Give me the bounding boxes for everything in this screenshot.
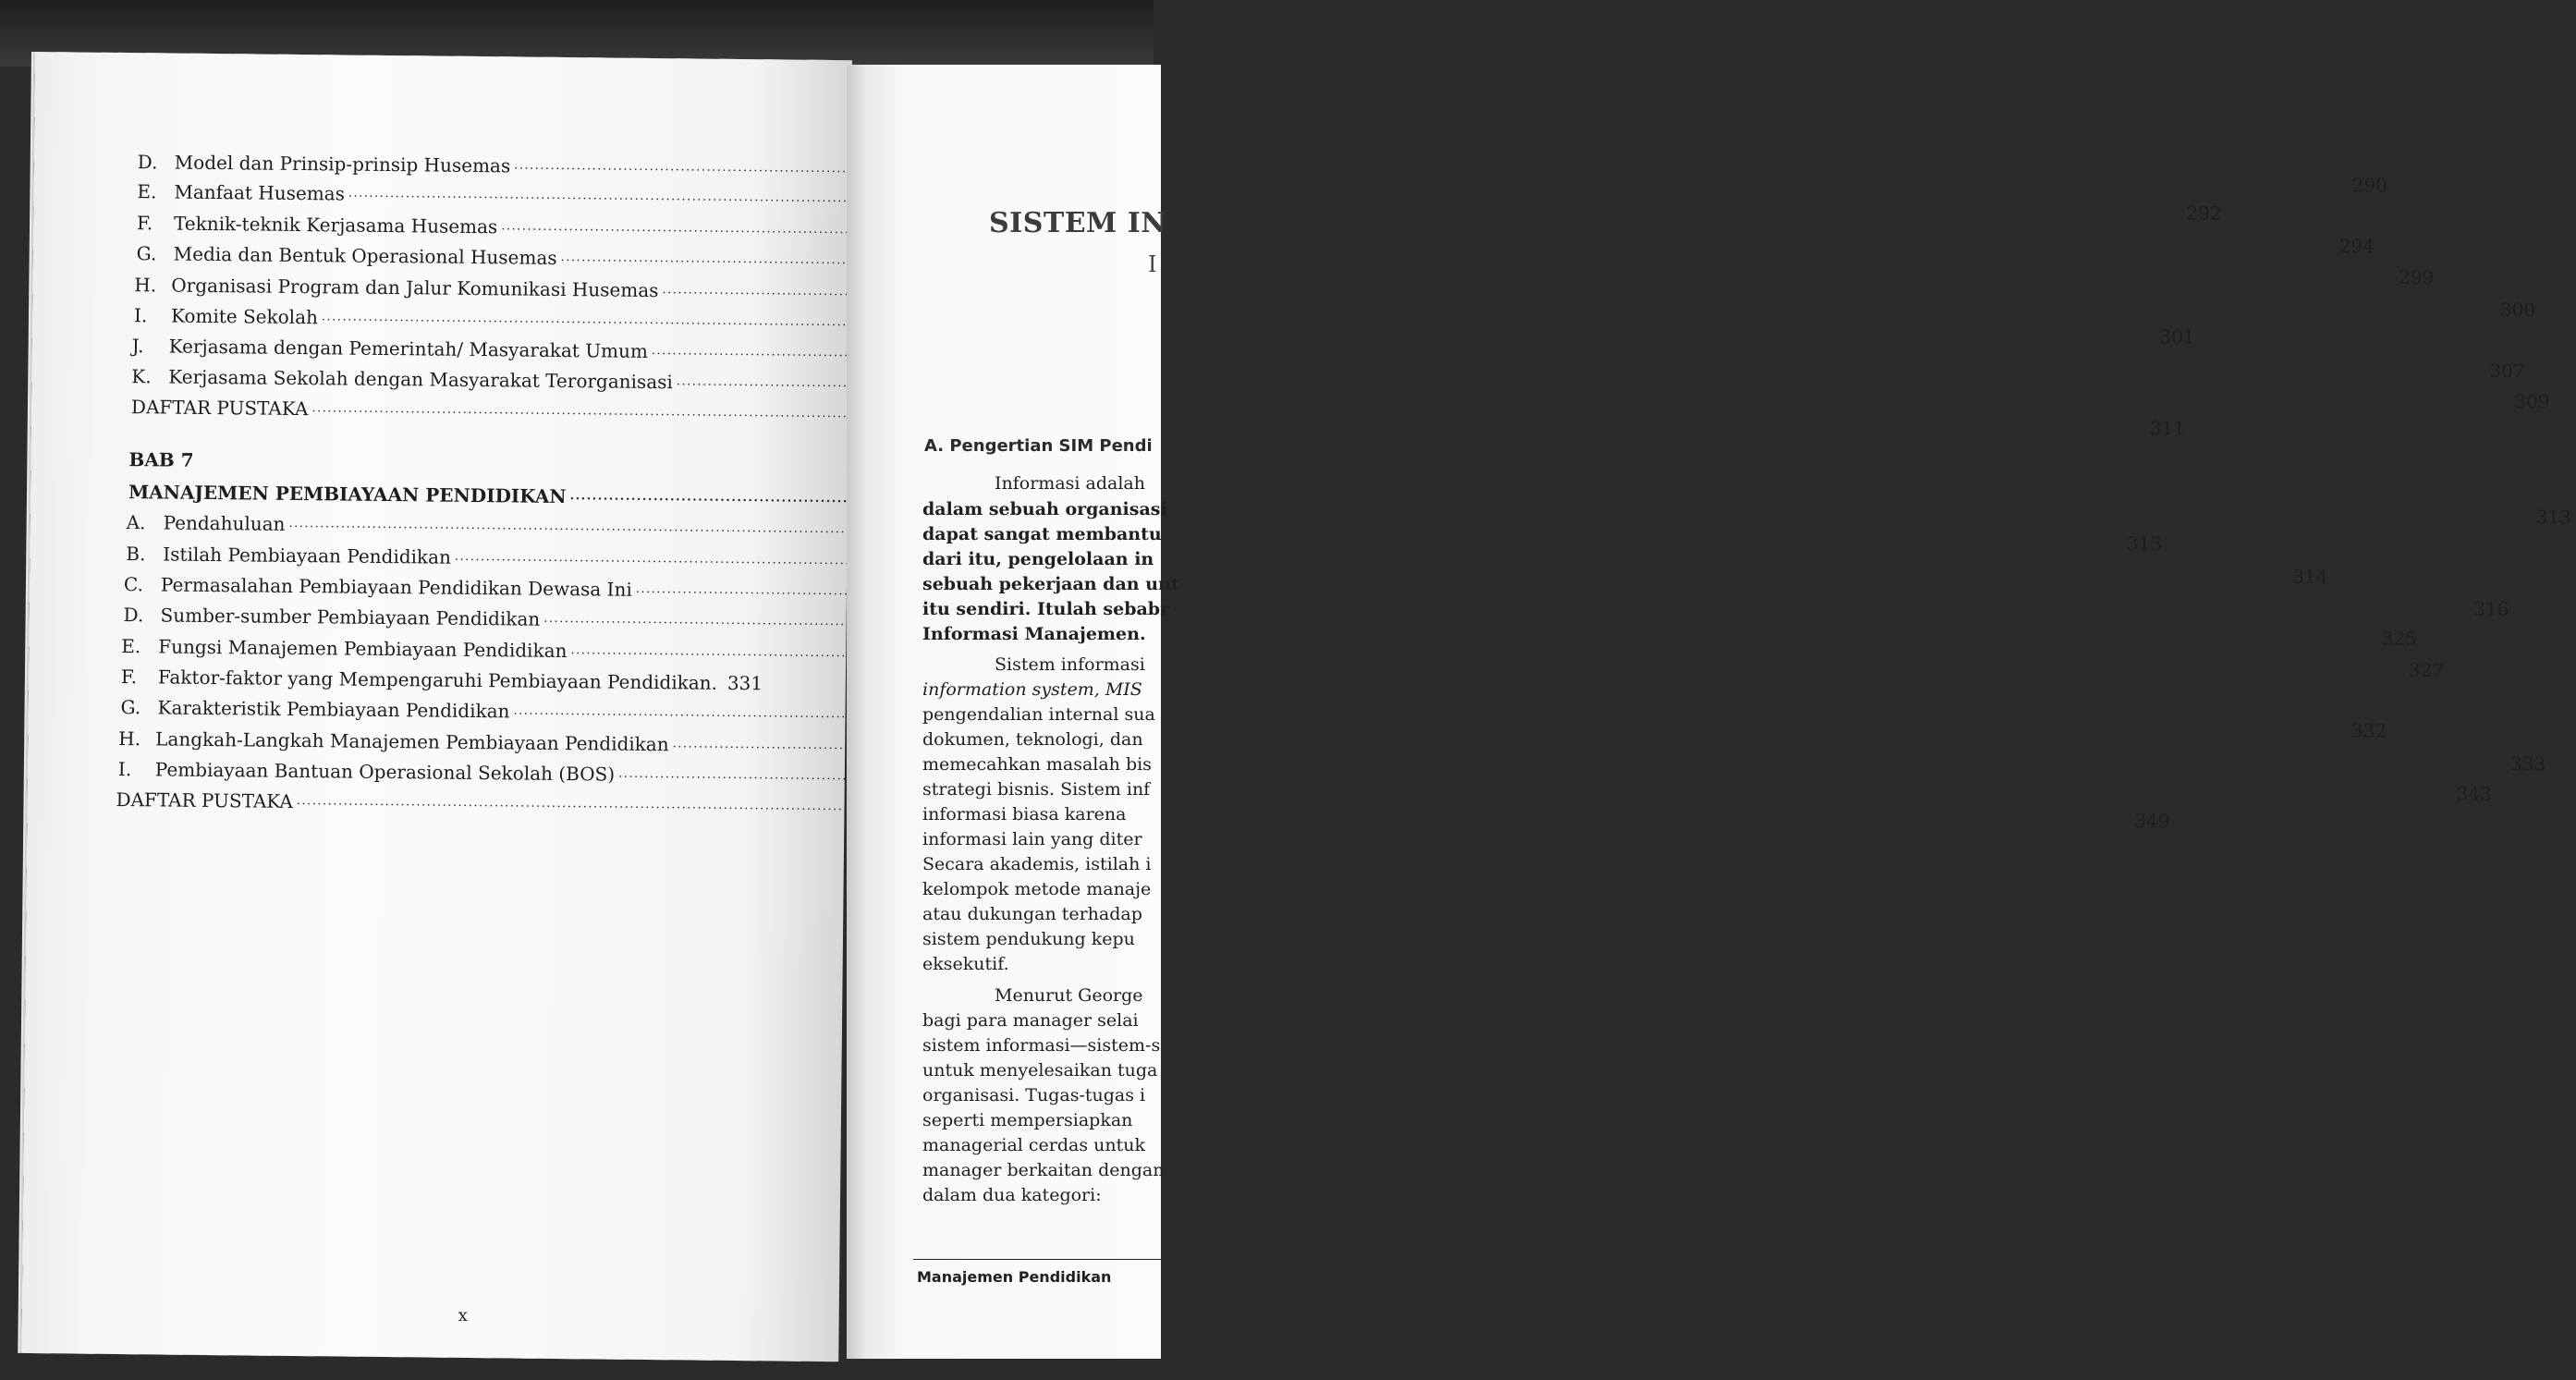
chapter-title: SISTEM IN — [989, 207, 1167, 239]
body-text-line: dapat sangat membantu — [922, 524, 1162, 544]
toc-entry-title: Sumber-sumber Pembiayaan Pendidikan — [160, 604, 541, 630]
body-text-line: dokumen, teknologi, dan — [922, 729, 1143, 750]
toc-entry-page: 309 — [2514, 390, 2550, 413]
toc-entry-page: 316 — [2473, 597, 2509, 621]
toc-entry-page: 327 — [2408, 658, 2445, 682]
body-text-line: organisasi. Tugas-tugas i — [922, 1085, 1146, 1105]
dot-leader — [311, 401, 2144, 434]
toc-entry-page: 292 — [2186, 202, 2222, 225]
toc-entry-page: 314 — [2292, 565, 2328, 589]
body-text-line: Informasi Manajemen. — [922, 624, 1146, 644]
toc-entry-page: 294 — [2338, 235, 2375, 258]
toc-entry-letter: B. — [126, 543, 146, 566]
toc-entry-letter: K. — [131, 365, 152, 388]
toc-entry-title: MANAJEMEN PEMBIAYAAN PENDIDIKAN — [128, 481, 567, 508]
toc-entry-title: Pendahuluan — [163, 511, 286, 535]
toc-entry-title: DAFTAR PUSTAKA — [116, 788, 294, 812]
toc-entry-letter: G. — [136, 242, 157, 265]
toc-entry-title: Langkah-Langkah Manajemen Pembiayaan Pendidikan — [155, 727, 669, 756]
toc-entry-letter: A. — [126, 511, 146, 534]
toc-entry-page: 290 — [2351, 174, 2387, 197]
toc-entry-page: 349 — [2134, 809, 2170, 833]
toc-entry-page: 311 — [2149, 416, 2186, 440]
body-text-line: strategi bisnis. Sistem inf — [922, 779, 1151, 800]
running-footer: Manajemen Pendidikan — [917, 1268, 1112, 1286]
body-text-line: sebuah pekerjaan dan unt — [922, 574, 1179, 594]
toc-entry-title: Model dan Prinsip-prinsip Husemas — [174, 151, 511, 177]
toc-entry-letter: H. — [118, 727, 141, 751]
toc-entry-letter: G. — [120, 696, 141, 719]
toc-entry-title: Istilah Pembiayaan Pendidikan — [163, 543, 452, 568]
dot-leader — [570, 643, 2403, 677]
toc-entry-title: Kerjasama Sekolah dengan Masyarakat Terorganisasi — [168, 365, 673, 394]
toc-entry-title: Faktor-faktor yang Mempengaruhi Pembiayaan Pendidikan. — [157, 666, 718, 694]
dot-leader — [561, 250, 2394, 284]
body-text-line: pengendalian internal sua — [922, 704, 1155, 725]
toc-entry-letter: J. — [131, 335, 144, 358]
toc-entry-page: 313 — [2535, 506, 2571, 529]
toc-entry-title: Organisasi Program dan Jalur Komunikasi Husemas — [171, 274, 659, 302]
page-number: x — [458, 1305, 468, 1325]
toc-entry-letter: E. — [137, 180, 157, 203]
right-page-content — [917, 0, 1179, 1353]
toc-entry-title: Media dan Bentuk Operasional Husemas — [173, 242, 557, 269]
body-text-line: untuk menyelesaikan tuga — [922, 1060, 1158, 1081]
body-text-line: dari itu, pengelolaan in — [922, 549, 1154, 569]
body-text-line: Menurut George — [995, 985, 1143, 1006]
body-text-line: Sistem informasi — [995, 654, 1145, 675]
toc-entry — [121, 660, 761, 694]
body-text-line: informasi lain yang diter — [922, 829, 1142, 849]
toc-entry-page: 307 — [2489, 359, 2525, 383]
dot-leader — [513, 703, 2346, 737]
toc-entry-title: Kerjasama dengan Pemerintah/ Masyarakat Umum — [168, 335, 649, 362]
body-text-line: eksekutif. — [922, 954, 1009, 974]
toc-entry-letter: I. — [117, 757, 132, 781]
section-heading: A. Pengertian SIM Pendi — [924, 436, 1153, 456]
body-text-line: Informasi adalah — [995, 473, 1145, 494]
toc-entry-page: 333 — [2510, 752, 2546, 775]
toc-entry-page: 299 — [2398, 265, 2435, 289]
body-text-line: itu sendiri. Itulah sebabr — [922, 599, 1170, 619]
body-text-line: manager berkaitan dengan — [922, 1160, 1165, 1180]
toc-entry-letter: I. — [133, 304, 148, 327]
body-text-line: seperti mempersiapkan — [922, 1110, 1133, 1130]
toc-entry-title: DAFTAR PUSTAKA — [130, 396, 309, 421]
dot-leader — [543, 612, 2376, 645]
toc-entry-page: 300 — [2499, 298, 2536, 322]
toc-entry — [133, 299, 2195, 348]
body-text-line: atau dukungan terhadap — [922, 904, 1142, 924]
dot-leader — [297, 794, 2130, 827]
toc-entry-page: 331 — [726, 671, 763, 695]
toc-entry-title: Manfaat Husemas — [174, 180, 346, 205]
toc-entry-letter: E. — [121, 635, 141, 658]
toc-entry-letter: D. — [137, 151, 158, 174]
dot-leader — [721, 676, 722, 690]
toc-entry-letter: F. — [120, 666, 138, 689]
dot-leader — [514, 158, 2347, 191]
toc-entry-letter: F. — [136, 212, 153, 235]
toc-entry-title: Fungsi Manajemen Pembiayaan Pendidikan — [158, 635, 568, 663]
toc-entry-title: Teknik-teknik Kerjasama Husemas — [173, 212, 498, 238]
body-text-line: memecahkan masalah bis — [922, 754, 1152, 775]
body-text-line: kelompok metode manaje — [922, 879, 1152, 899]
body-text-line: managerial cerdas untuk — [922, 1135, 1146, 1155]
body-text-line: information system, MIS — [922, 679, 1142, 700]
toc-entry-page: 313 — [2126, 531, 2163, 556]
body-text-line: dalam sebuah organisasi — [922, 499, 1167, 519]
toc-entry-page: 343 — [2456, 782, 2492, 805]
footer-rule — [913, 1259, 1163, 1260]
body-text-line: sistem informasi—sistem-s — [922, 1035, 1161, 1056]
chapter-subtitle-fragment: I — [1148, 251, 1157, 277]
body-text-line: sistem pendukung kepu — [922, 929, 1135, 949]
toc-entry — [130, 390, 2186, 440]
chapter-label: BAB 7 — [128, 448, 194, 471]
toc-entry-title: Komite Sekolah — [170, 304, 319, 329]
toc-entry-title: Permasalahan Pembiayaan Pendidikan Dewasa Ini — [160, 573, 632, 601]
toc-entry-title: Karakteristik Pembiayaan Pendidikan — [157, 696, 510, 723]
dot-leader — [501, 219, 2334, 252]
body-text-line: dalam dua kategori: — [922, 1185, 1102, 1205]
toc-entry-letter: C. — [123, 573, 144, 596]
body-text-line: Secara akademis, istilah i — [922, 854, 1152, 874]
toc-entry-title: Pembiayaan Bantuan Operasional Sekolah (BOS) — [154, 758, 616, 786]
toc-entry-page: 325 — [2381, 627, 2418, 651]
toc-entry-letter: H. — [134, 274, 157, 297]
body-text-line: bagi para manager selai — [922, 1010, 1139, 1031]
toc-entry-page: 301 — [2159, 325, 2195, 348]
toc-entry-page: 332 — [2350, 719, 2387, 742]
body-text-line: informasi biasa karena — [922, 804, 1127, 824]
toc-entry-letter: D. — [123, 604, 144, 627]
